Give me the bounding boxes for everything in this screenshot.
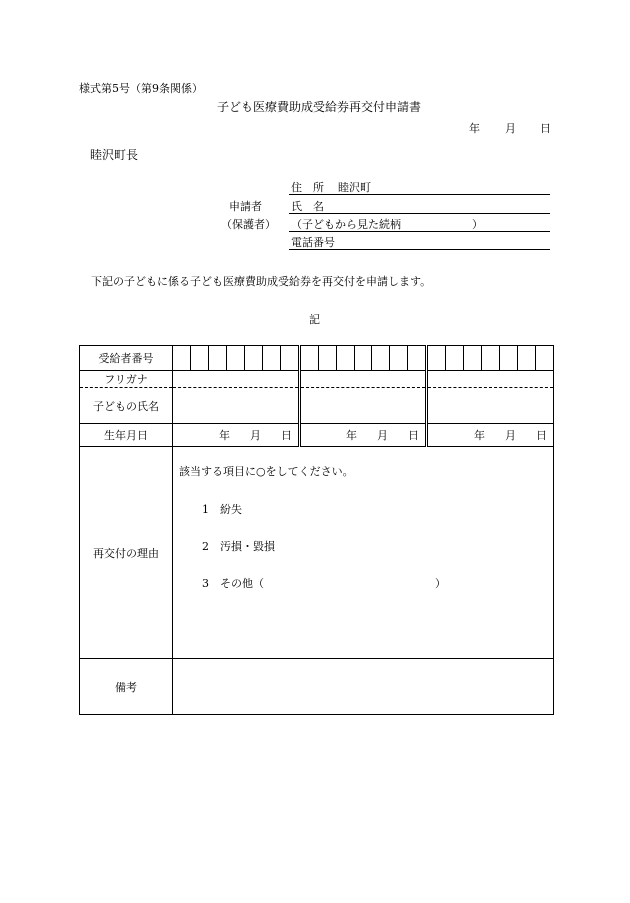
phone-underline — [289, 249, 550, 250]
statement: 下記の子どもに係る子ども医療費助成受給券を再交付を申請します。 — [91, 275, 432, 288]
reason-3[interactable] — [202, 575, 264, 591]
address-value[interactable]: 睦沢町 — [338, 181, 371, 194]
recipient-number-row — [80, 346, 554, 371]
birth-date-cell-2[interactable] — [300, 424, 427, 447]
furigana-cell-1[interactable] — [173, 371, 300, 388]
reason-cell — [173, 447, 554, 659]
reason-3-number: 3 — [202, 577, 209, 590]
name-label: 氏 名 — [291, 200, 324, 213]
phone-label: 電話番号 — [291, 236, 335, 249]
birth-year-label: 年 — [219, 429, 230, 442]
birth-date-label: 生年月日 — [80, 424, 173, 447]
reason-instruction: 該当する項目に○をしてください。 — [179, 465, 354, 478]
birth-year-label: 年 — [474, 429, 485, 442]
birth-month-label: 月 — [377, 429, 388, 442]
reason-2-text: 汚損・毀損 — [220, 540, 275, 553]
relation-close: ） — [472, 218, 483, 231]
child-name-cell-1[interactable] — [173, 388, 300, 424]
birth-date-cell-3[interactable] — [427, 424, 554, 447]
remarks-label: 備考 — [80, 659, 173, 715]
name-underline — [289, 213, 550, 214]
birth-day-label: 日 — [281, 429, 292, 442]
relation-underline — [289, 231, 550, 232]
reason-1-number: 1 — [202, 503, 209, 516]
reason-other-close: ） — [435, 577, 446, 590]
birth-month-label: 月 — [505, 429, 516, 442]
recipient-number-label: 受給者番号 — [80, 346, 173, 371]
furigana-cell-3[interactable] — [427, 371, 554, 388]
addressee: 睦沢町長 — [90, 148, 139, 162]
form-title: 子ども医療費助成受給券再交付申請書 — [217, 100, 422, 114]
address-label: 住 所 — [291, 181, 324, 194]
date-day-label: 日 — [540, 122, 551, 135]
applicant-label: 申請者 — [229, 200, 262, 213]
child-name-label: 子どもの氏名 — [80, 388, 173, 424]
birth-day-label: 日 — [536, 429, 547, 442]
birth-month-label: 月 — [250, 429, 261, 442]
ki-label: 記 — [309, 313, 320, 326]
furigana-row — [80, 371, 554, 388]
reason-2[interactable] — [202, 538, 275, 554]
application-table — [79, 345, 554, 715]
birth-date-cell-1[interactable] — [173, 424, 300, 447]
reason-row — [80, 447, 554, 659]
birth-year-label: 年 — [346, 429, 357, 442]
furigana-cell-2[interactable] — [300, 371, 427, 388]
address-underline — [289, 194, 550, 195]
recipient-number-group-2[interactable] — [300, 346, 427, 371]
applicant-sub-label: （保護者） — [221, 218, 276, 231]
reason-1-text: 紛失 — [220, 503, 242, 516]
child-name-cell-3[interactable] — [427, 388, 554, 424]
child-name-cell-2[interactable] — [300, 388, 427, 424]
recipient-number-group-1[interactable] — [173, 346, 300, 371]
reason-3-text: その他（ — [220, 577, 264, 590]
birth-date-row — [80, 424, 554, 447]
date-year-label: 年 — [469, 122, 480, 135]
child-name-row — [80, 388, 554, 424]
reason-1[interactable] — [202, 501, 242, 517]
birth-day-label: 日 — [408, 429, 419, 442]
reason-label: 再交付の理由 — [80, 447, 173, 659]
date-month-label: 月 — [505, 122, 516, 135]
reason-2-number: 2 — [202, 540, 209, 553]
form-number: 様式第5号（第9条関係） — [79, 82, 203, 95]
recipient-number-group-3[interactable] — [427, 346, 554, 371]
remarks-row — [80, 659, 554, 715]
relation-label: （子どもから見た続柄 — [291, 218, 401, 231]
remarks-cell[interactable] — [173, 659, 554, 715]
furigana-label: フリガナ — [80, 371, 173, 388]
